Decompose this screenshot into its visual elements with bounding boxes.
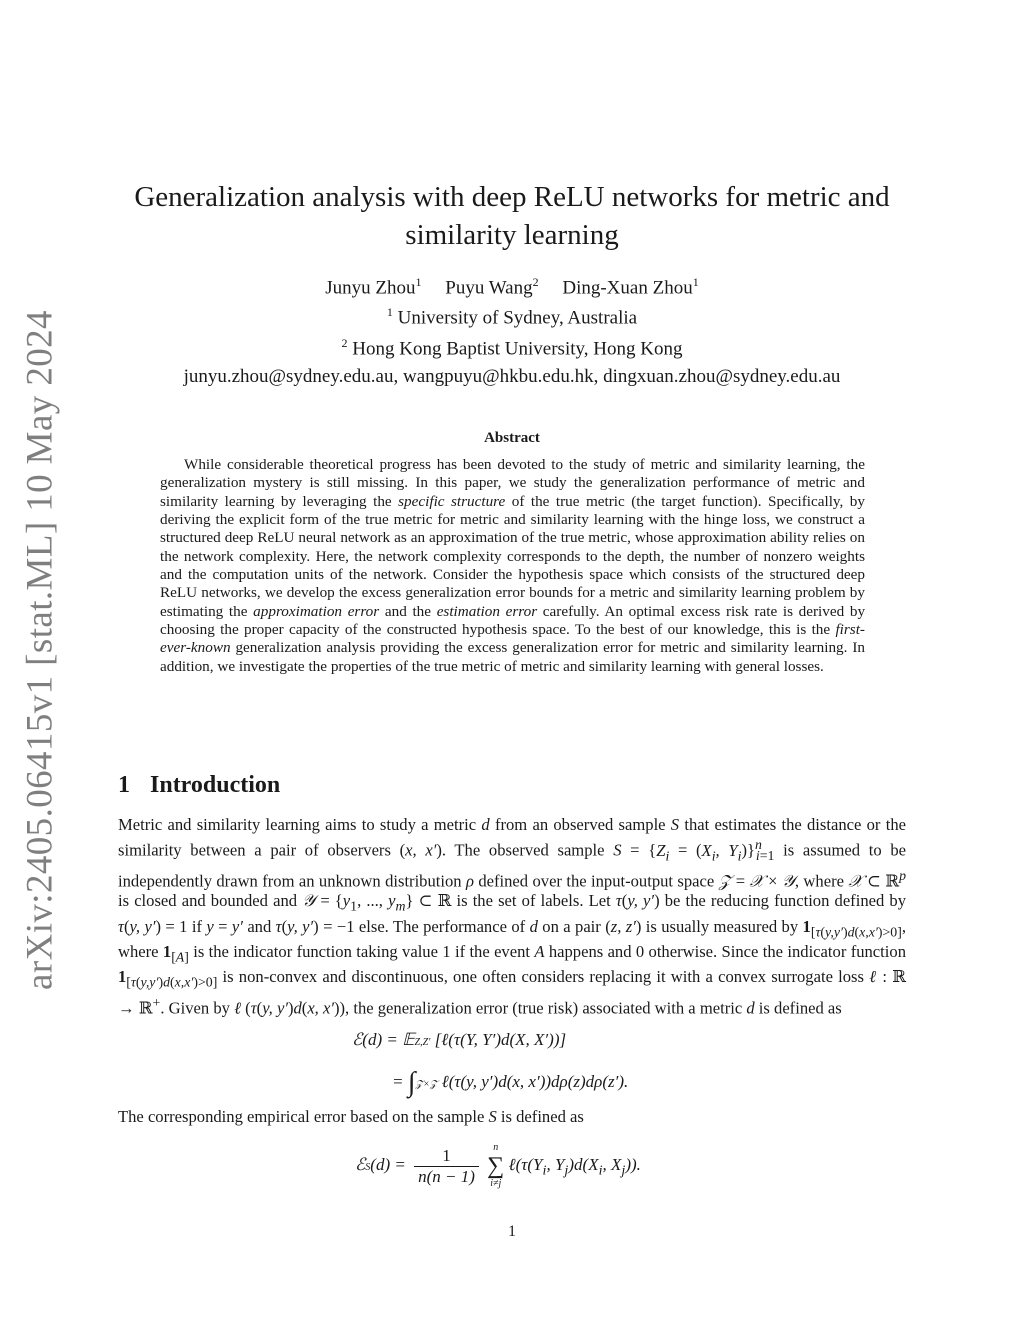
- author-emails: junyu.zhou@sydney.edu.au, wangpuyu@hkbu.edu.hk, dingxuan.zhou@sydney.edu.au: [183, 366, 841, 387]
- intro-paragraph: Metric and similarity learning aims to study a metric d from an observed sample S that estimates the distance or the similarity between a pair of observers (x, x′). The observed sample $S = \{Z_i = (X_i$, $Y_i)\}^n_{i=1}$ is assumed to be independently drawn from an unknown distribution ρ defined over the input-output space 𝒵 = 𝒳 × 𝒴, where 𝒳 ⊂ ℝ$^p$ is closed and bounded and 𝒴 = {$y_1$, ..., $y_m$} ⊂ ℝ is the set of labels. Let τ(y, y′) be the reducing function defined by τ(y, y′) = 1 if y = y′ and τ(y, y′) = −1 else. The performance of d on a pair (z, z′) is usually measured by $1_{[\tau(y,y')d(x,x')>0]}$, where $1_{[A]}$ is the indicator function taking value 1 if the event A happens and 0 otherwise. Since the indicator function $1_{[\tau(y,y')d(x,x')>0]}$ is non-convex and discontinuous, one often considers replacing it with a convex surrogate loss ℓ : ℝ → ℝ+. Given by ℓ (τ(y, y′)d(x, x′)), the generalization error (true risk) associated with a metric d is defined as: [118, 815, 907, 1018]
- affiliation-mark: 1: [415, 275, 422, 289]
- author-name: Puyu Wang: [445, 277, 533, 299]
- arxiv-identifier: arXiv:2405.06415v1 [stat.ML] 10 May 2024: [19, 310, 61, 990]
- abstract-paragraph: While considerable theoretical progress has been devoted to the study of metric and similarity learning, the generalization mystery is still missing. In this paper, we study the generalization performance of metric and similarity learning by leveraging the specific structure of the true metric (the target function). Specifically, by deriving the explicit form of the true metric for metric and similarity learning with the hinge loss, we construct a structured deep ReLU neural network as an approximation of the true metric, whose approximation ability relies on the network complexity. Here, the network complexity corresponds to the depth, the number of nonzero weights and the computation units of the network. Consider the hypothesis space which consists of the structured deep ReLU networks, we develop the excess generalization error bounds for a metric and similarity learning problem by estimating the approximation error and the estimation error carefully. An optimal excess risk rate is derived by choosing the proper capacity of the constructed hypothesis space. To the best of our knowledge, this is the first-ever-known generalization analysis providing the excess generalization error for metric and similarity learning. In addition, we investigate the properties of the true metric of metric and similarity learning with general losses.: [160, 456, 866, 675]
- title-line-2: similarity learning: [405, 219, 619, 251]
- title-line-1: Generalization analysis with deep ReLU networks for metric and: [134, 181, 890, 213]
- page-number: 1: [508, 1223, 516, 1240]
- equation-true-risk: ℰ(d) = 𝔼Z,Z′ [ℓ(τ(Y, Y′)d(X, X′))]: [352, 1030, 567, 1049]
- arxiv-sidebar-stamp: [10, 310, 70, 990]
- section-title: Introduction: [150, 772, 281, 798]
- affiliation-line: $^2$ Hong Kong Baptist University, Hong Kong: [341, 335, 683, 359]
- author-name: Junyu Zhou: [325, 277, 416, 299]
- paper-title: [110, 178, 914, 254]
- author-list: [110, 270, 914, 300]
- abstract-heading: Abstract: [484, 430, 540, 446]
- section-number: 1: [118, 772, 130, 798]
- affiliation-mark: 2: [532, 275, 539, 289]
- affiliation-mark: 1: [692, 275, 699, 289]
- author-name: Ding-Xuan Zhou: [562, 277, 693, 299]
- equation-empirical-risk: ℰS(d) = $\frac{1}{n(n - 1)}$ n ∑ i≠j $\ell(\tau(Y_i$, $Y_j)d(X_i$, $X_j$)).: [355, 1142, 641, 1189]
- section-heading: [118, 772, 280, 799]
- equation-true-risk-integral: = ∫𝒵×𝒵 ℓ(τ(y, y′)d(x, x′))dρ(z)dρ(z′).: [392, 1067, 629, 1098]
- affiliation-line: $^1$ University of Sydney, Australia: [386, 305, 638, 329]
- abstract-body: [160, 456, 865, 676]
- author-block: [110, 270, 914, 361]
- empirical-error-sentence: The corresponding empirical error based on the sample S is defined as: [118, 1107, 584, 1126]
